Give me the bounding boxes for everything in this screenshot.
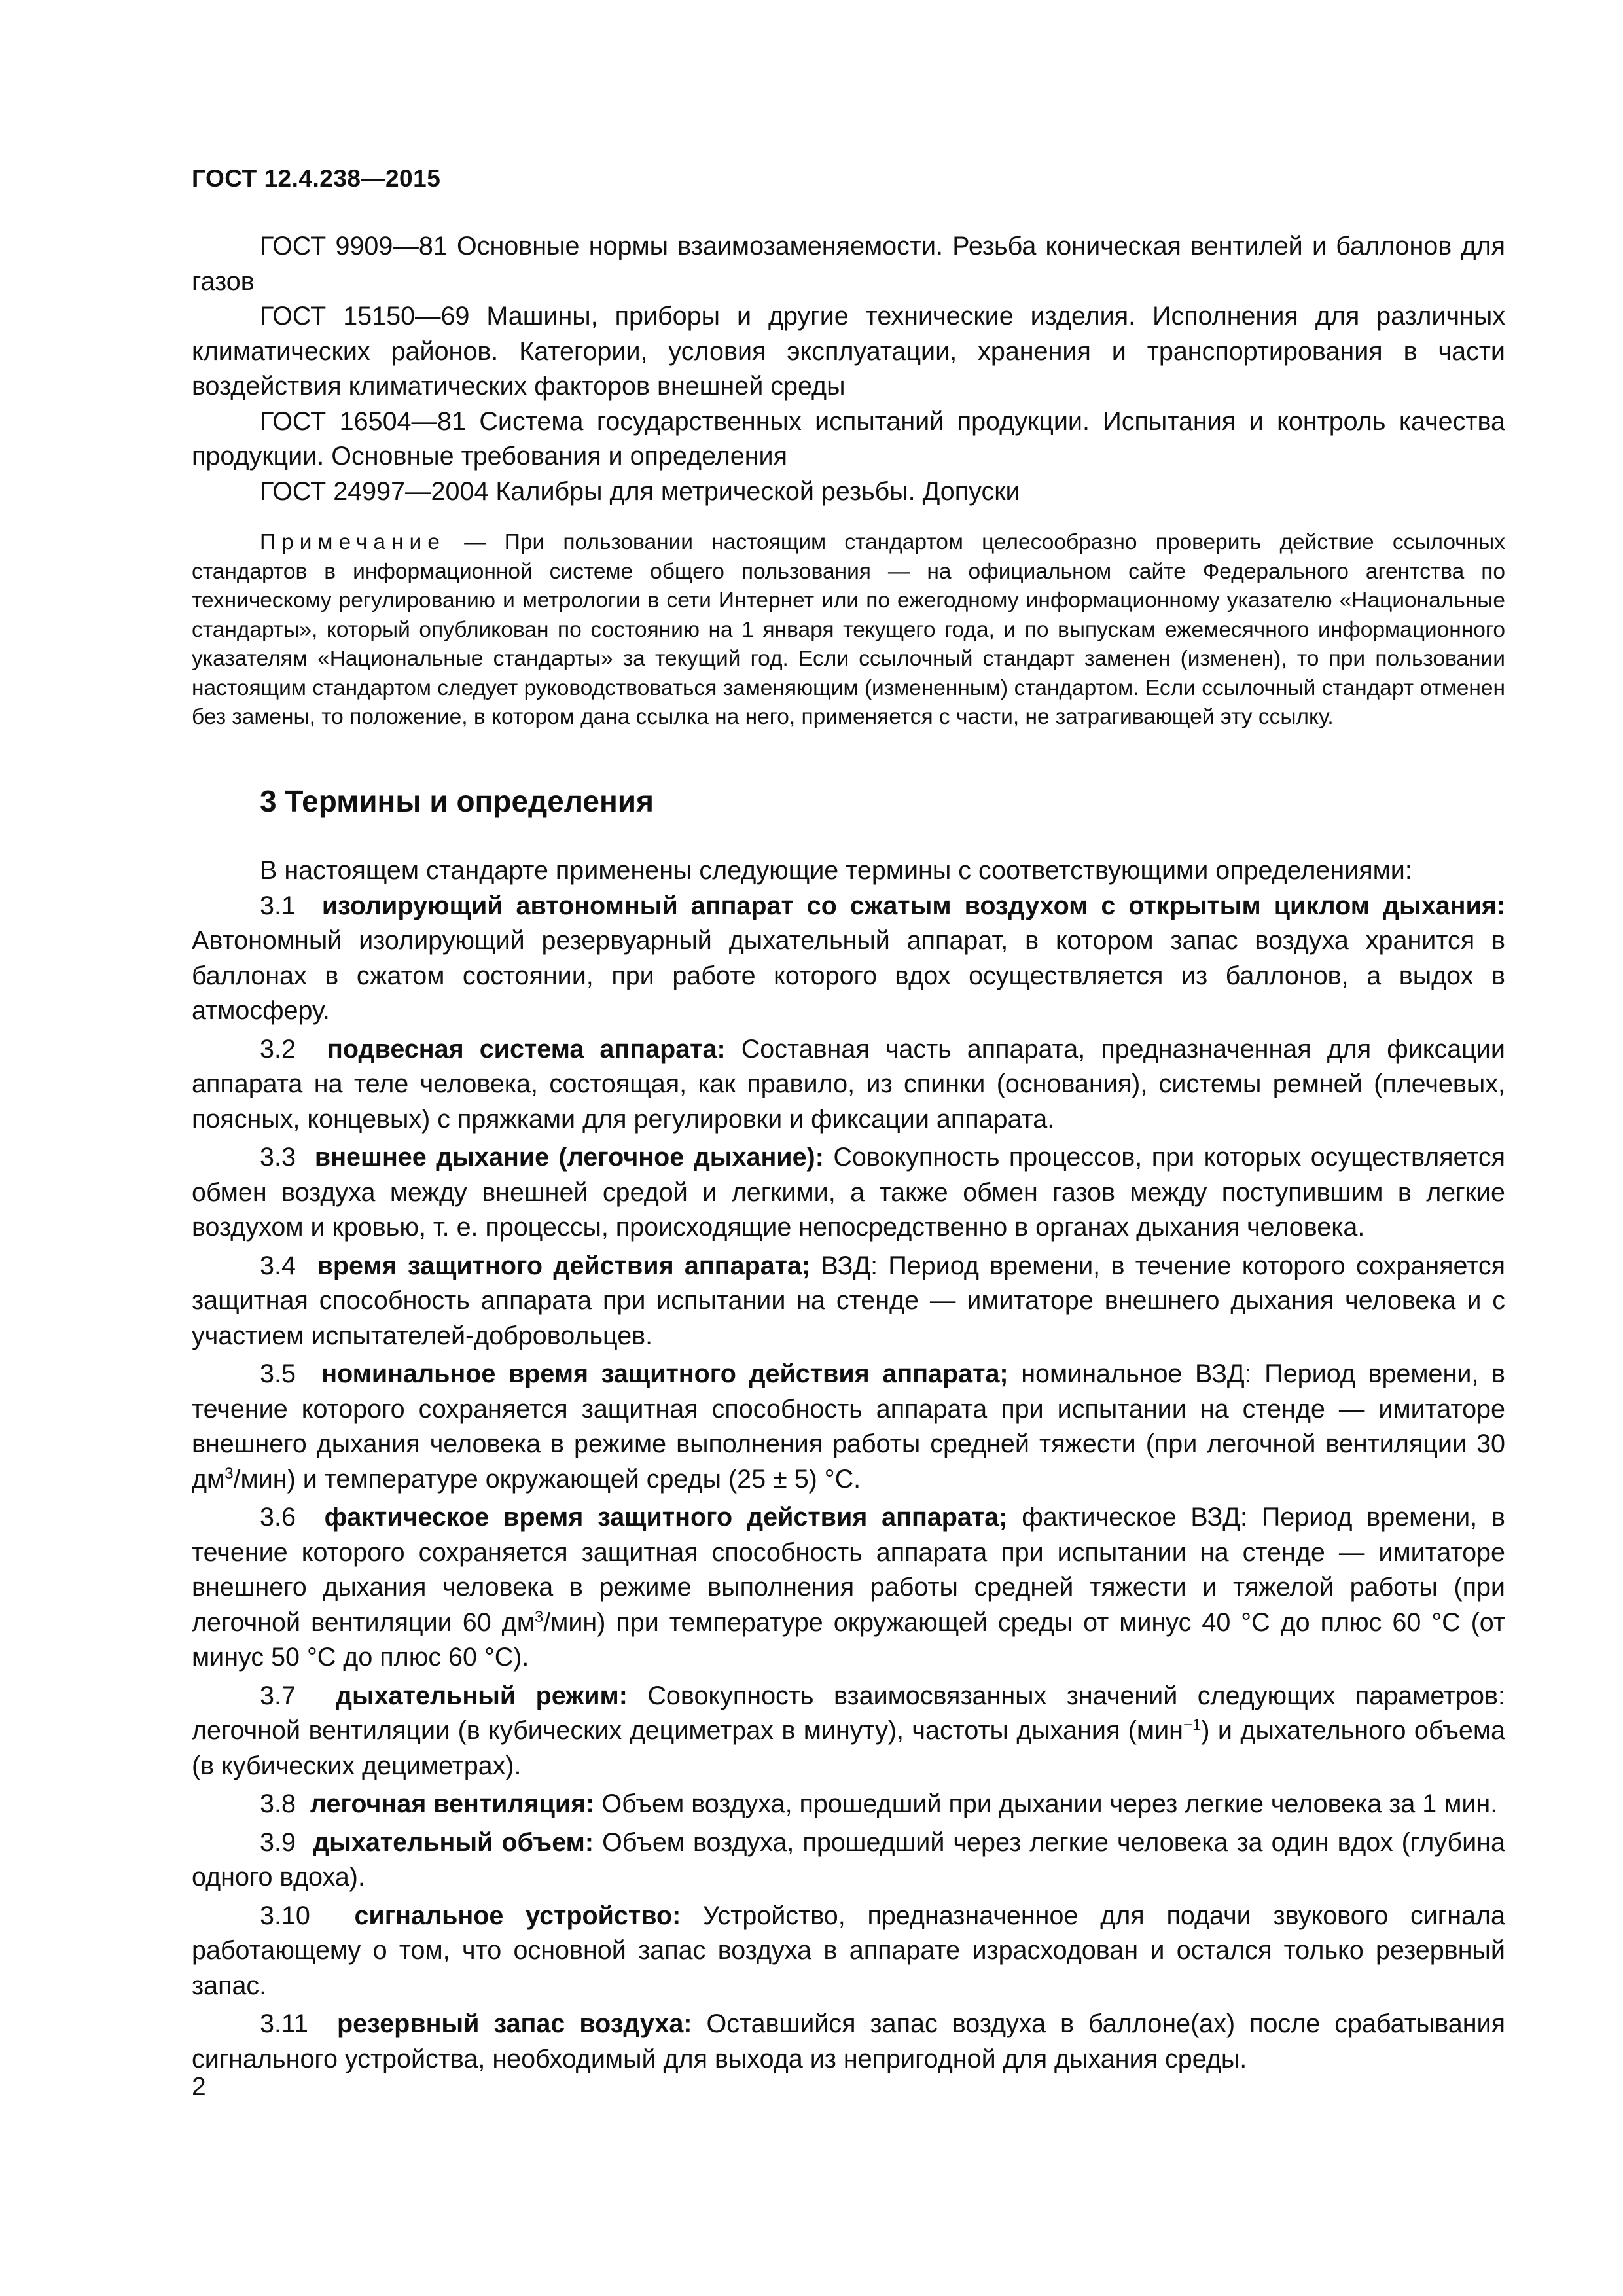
term-entry	[192, 1357, 1505, 1497]
superscript: 3	[224, 1464, 234, 1482]
reference-title: Калибры для метрической резьбы. Допуски	[488, 476, 1020, 506]
term-definition: Устройство, предназначенное для подачи звукового сигнала работающему о том, что основной запас воздуха в аппарате израсходован и остался только резервный запас.	[192, 1901, 1505, 2000]
reference-item	[192, 299, 1505, 404]
note-label: Примечание	[260, 530, 446, 554]
reference-item	[192, 475, 1505, 510]
term-name: резервный запас воздуха:	[336, 2009, 692, 2038]
term-entry	[192, 1032, 1505, 1138]
term-definition: фактическое ВЗД: Период времени, в течение которого сохраняется защитная способность аппарата при испытании на стенде — имитаторе внешнего дыхания человека в режиме выполнения работы средней тяжести и тяжелой работы (при легочной вентиляции 60 дм	[192, 1503, 1506, 1637]
term-name: подвесная система аппарата:	[327, 1034, 726, 1064]
term-number: 3.3	[260, 1143, 296, 1172]
term-number: 3.6	[260, 1503, 296, 1532]
term-name: внешнее дыхание (легочное дыхание):	[314, 1143, 824, 1172]
section-intro: В настоящем стандарте применены следующие термины с соответствующими определениями:	[260, 856, 1412, 885]
term-number: 3.5	[260, 1359, 296, 1388]
superscript: −1	[1183, 1716, 1202, 1734]
document-header: ГОСТ 12.4.238—2015	[192, 165, 441, 192]
term-entry	[192, 1140, 1505, 1246]
term-number: 3.9	[260, 1827, 296, 1857]
term-entry	[192, 1500, 1505, 1676]
term-definition-end: ) и дыхательного объема (в кубических дециметрах).	[192, 1716, 1505, 1780]
term-name: фактическое время защитного действия аппарата;	[324, 1503, 1008, 1532]
term-name: время защитного действия аппарата;	[317, 1251, 811, 1280]
term-definition: ВЗД: Период времени, в течение которого сохраняется защитная способность аппарата при испытании на стенде — имитаторе внешнего дыхания человека и с участием испытателей-добровольцев.	[192, 1251, 1505, 1350]
term-definition: номинальное ВЗД: Период времени, в течение которого сохраняется защитная способность аппарата при испытании на стенде — имитаторе внешнего дыхания человека в режиме выполнения работы средней тяжести (при легочной вентиляции 30 дм	[192, 1359, 1506, 1494]
superscript: 3	[534, 1607, 544, 1626]
term-number: 3.10	[260, 1901, 310, 1930]
term-definition: Объем воздуха, прошедший через легкие человека за один вдох (глубина одного вдоха).	[192, 1827, 1505, 1892]
term-name: изолирующий автономный аппарат со сжатым воздухом с открытым циклом дыхания:	[321, 891, 1505, 920]
reference-code: ГОСТ 9909—81	[260, 232, 448, 260]
reference-code: ГОСТ 16504—81	[260, 406, 466, 436]
term-definition: Автономный изолирующий резервуарный дыхательный аппарат, в котором запас воздуха хранится в баллонах в сжатом состоянии, при работе которого вдох осуществляется из баллонов, а выдох в атмосферу.	[192, 926, 1505, 1025]
terms-list	[192, 853, 1505, 2077]
term-name: дыхательный режим:	[335, 1681, 628, 1710]
reference-title: Машины, приборы и другие технические изделия. Исполнения для различных климатических районов. Категории, условия эксплуатации, хранения и транспортирования в части воздействия климатических факторов внешней среды	[192, 302, 1505, 401]
term-number: 3.2	[260, 1034, 296, 1064]
term-definition-end: /мин) и температуре окружающей среды (25 ± 5) °С.	[233, 1464, 861, 1494]
document-page	[192, 0, 1505, 2296]
term-number: 3.11	[260, 2009, 308, 2038]
term-definition: Совокупность процессов, при которых осуществляется обмен воздуха между внешней средой и легкими, а также обмен газов между поступившим в легкие воздухом и кровью, т. е. процессы, происходящие непосредственно в органах дыхания человека.	[192, 1143, 1505, 1242]
term-entry	[192, 1249, 1505, 1354]
reference-code: ГОСТ 15150—69	[260, 302, 470, 331]
normative-references	[192, 229, 1505, 509]
reference-item	[192, 229, 1505, 299]
term-entry	[192, 1825, 1505, 1895]
term-name: легочная вентиляция:	[310, 1789, 595, 1818]
term-number: 3.8	[260, 1789, 296, 1818]
reference-title: Система государственных испытаний продукции. Испытания и контроль качества продукции. Основные требования и определения	[192, 406, 1505, 471]
term-name: дыхательный объем:	[313, 1827, 594, 1857]
term-definition: Составная часть аппарата, предназначенная для фиксации аппарата на теле человека, состоящая, как правило, из спинки (основания), системы ремней (плечевых, поясных, концевых) с пряжками для регулировки и фиксации аппарата.	[192, 1034, 1505, 1134]
term-name: сигнальное устройство:	[354, 1901, 681, 1930]
note-text: — При пользовании настоящим стандартом целесообразно проверить действие ссылочных стандартов в информационной системе общего пользования — на официальном сайте Федерального агентства по техническому регулированию и метрологии в сети Интернет или по ежегодному информационному указателю «Национальные стандарты», который опубликован по состоянию на 1 января текущего года, и по выпускам ежемесячного информационного указателям «Национальные стандарты» за текущий год. Если ссылочный стандарт заменен (изменен), то при пользовании настоящим стандартом следует руководствоваться заменяющим (измененным) стандартом. Если ссылочный стандарт отменен без замены, то положение, в котором дана ссылка на него, применяется с части, не затрагивающей эту ссылку.	[192, 530, 1505, 729]
term-definition: Объем воздуха, прошедший при дыхании через легкие человека за 1 мин.	[594, 1789, 1498, 1818]
term-number: 3.1	[260, 891, 296, 920]
term-entry	[192, 889, 1505, 1029]
note-block	[192, 528, 1505, 732]
term-number: 3.7	[260, 1681, 296, 1710]
reference-item	[192, 404, 1505, 475]
reference-title: Основные нормы взаимозаменяемости. Резьба коническая вентилей и баллонов для газов	[192, 232, 1505, 296]
term-entry	[192, 2007, 1505, 2077]
reference-code: ГОСТ 24997—2004	[260, 476, 489, 506]
section-title: 3 Термины и определения	[260, 784, 654, 818]
term-definition: Оставшийся запас воздуха в баллоне(ах) после срабатывания сигнального устройства, необходимый для выхода из непригодной для дыхания среды.	[192, 2009, 1506, 2073]
term-number: 3.4	[260, 1251, 296, 1280]
term-entry	[192, 1787, 1505, 1822]
term-definition: Совокупность взаимосвязанных значений следующих параметров: легочной вентиляции (в кубических дециметрах в минуту), частоты дыхания (мин	[192, 1681, 1505, 1745]
term-entry	[192, 1679, 1505, 1784]
term-name: номинальное время защитного действия аппарата;	[321, 1359, 1008, 1388]
term-definition-end: /мин) при температуре окружающей среды от минус 40 °С до плюс 60 °С (от минус 50 °С до плюс 60 °С).	[192, 1607, 1505, 1672]
term-entry	[192, 1899, 1505, 2004]
page-number: 2	[192, 2073, 206, 2101]
